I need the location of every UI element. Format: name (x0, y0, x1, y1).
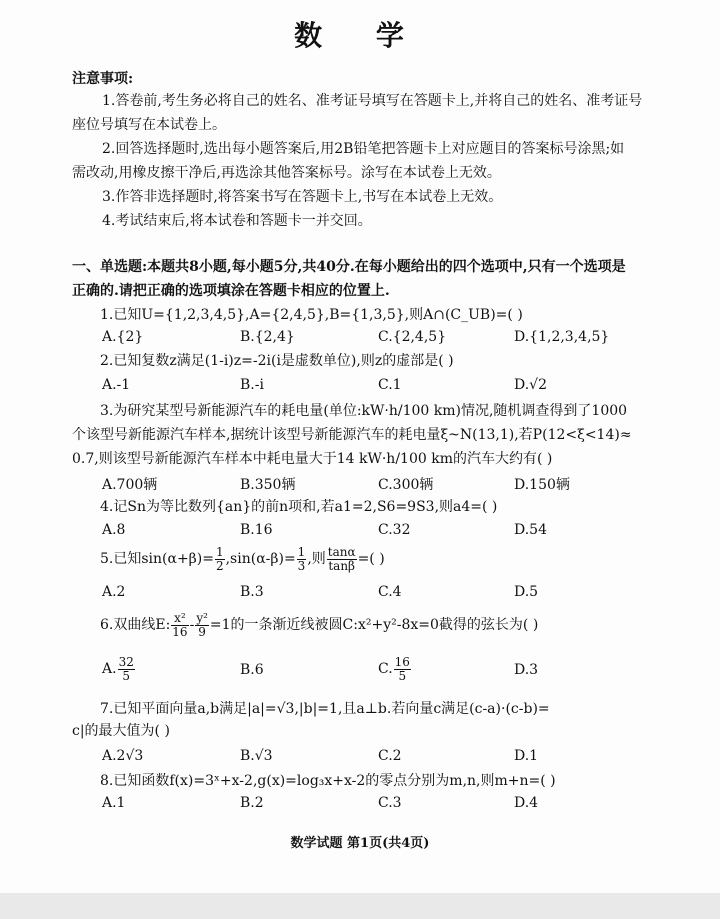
q8-option-b: B.2 (240, 795, 264, 811)
q3-option-a: A.700辆 (102, 477, 158, 493)
notice-heading: 注意事项: (72, 71, 134, 87)
q5-option-c: C.4 (378, 584, 402, 600)
q1-option-d: D.{1,2,3,4,5} (514, 329, 610, 345)
page-footer: 数学试题 第1页(共4页) (290, 836, 430, 851)
notice-line-2: 座位号填写在本试卷上。 (72, 117, 226, 133)
q7-option-c: C.2 (378, 748, 402, 764)
question-3-line-2: 个该型号新能源汽车样本,据统计该型号新能源汽车的耗电量ξ~N(13,1),若P(12<ξ<14)≈ (72, 427, 632, 443)
q6-suffix: =1的一条渐近线被圆C:x²+y²-8x=0截得的弦长为( ) (209, 617, 539, 633)
q2-option-d: D.√2 (514, 377, 548, 393)
page-title: 数 学 (294, 19, 426, 52)
question-3-line-1: 3.为研究某型号新能源汽车的耗电量(单位:kW·h/100 km)情况,随机调查得到了1000 (100, 403, 628, 419)
question-3-line-3: 0.7,则该型号新能源汽车样本中耗电量大于14 kW·h/100 km的汽车大约有( ) (72, 451, 553, 467)
q4-option-c: C.32 (378, 522, 411, 538)
notice-line-6: 4.考试结束后,将本试卷和答题卡一并交回。 (102, 213, 372, 229)
q4-option-b: B.16 (240, 522, 273, 538)
q6-option-d: D.3 (514, 662, 539, 678)
section-instructions-2: 正确的.请把正确的选项填涂在答题卡相应的位置上. (72, 283, 390, 299)
q6-prefix: 6.双曲线E: (100, 617, 171, 633)
q5-suffix: =( ) (357, 551, 385, 567)
question-2-stem: 2.已知复数z满足(1-i)z=-2i(i是虚数单位),则z的虚部是( ) (100, 353, 454, 369)
question-5-stem (100, 544, 385, 574)
question-1-stem: 1.已知U={1,2,3,4,5},A={2,4,5},B={1,3,5},则A∩(C_UB)=( ) (100, 307, 523, 323)
q1-option-a: A.{2} (102, 329, 144, 345)
notice-line-1: 1.答卷前,考生务必将自己的姓名、准考证号填写在答题卡上,并将自己的姓名、准考证号 (102, 93, 643, 109)
q8-option-d: D.4 (514, 795, 539, 811)
q5-prefix: 5.已知sin(α+β)= (100, 551, 214, 567)
q4-option-a: A.8 (102, 522, 126, 538)
q3-option-b: B.350辆 (240, 477, 296, 493)
q2-option-a: A.-1 (102, 377, 131, 393)
q2-option-b: B.-i (240, 377, 264, 393)
q5-option-b: B.3 (240, 584, 264, 600)
q6-fraction-y: $\frac{\text{y²}}{9}$ (196, 610, 208, 639)
q4-option-d: D.54 (514, 522, 547, 538)
q6-option-a: A. $\frac{32}{5}$ (102, 654, 134, 683)
q3-option-d: D.150辆 (514, 477, 570, 493)
q6-option-b: B.6 (240, 662, 264, 678)
q5-fraction-1: $\frac{1}{2}$ (215, 544, 224, 573)
q6-minus: - (189, 617, 195, 633)
q7-option-b: B.√3 (240, 748, 273, 764)
q2-option-c: C.1 (378, 377, 402, 393)
q7-option-a: A.2√3 (102, 748, 144, 764)
q5-option-d: D.5 (514, 584, 539, 600)
question-7-line-2: c|的最大值为( ) (72, 723, 170, 739)
q7-option-d: D.1 (514, 748, 539, 764)
q5-fraction-3: $\frac{\tan\alpha}{\tan\beta}$ (327, 544, 356, 573)
notice-line-3: 2.回答选择题时,选出每小题答案后,用2B铅笔把答题卡上对应题目的答案标号涂黑;如 (102, 141, 625, 157)
question-4-stem: 4.记Sn为等比数列{an}的前n项和,若a1=2,S6=9S3,则a4=( ) (100, 499, 498, 515)
section-instructions-1: 一、单选题:本题共8小题,每小题5分,共40分.在每小题给出的四个选项中,只有一个选项是 (72, 259, 626, 275)
q6-option-c: C. $\frac{16}{5}$ (378, 654, 410, 683)
q8-option-a: A.1 (102, 795, 126, 811)
q5-mid: ,sin(α-β)= (225, 551, 296, 567)
q1-option-b: B.{2,4} (240, 329, 295, 345)
q1-option-c: C.{2,4,5} (378, 329, 447, 345)
q6-fraction-x: $\frac{\text{x²}}{16}$ (172, 610, 188, 639)
question-6-stem (100, 610, 538, 640)
q5-option-a: A.2 (102, 584, 126, 600)
bottom-bar (0, 893, 720, 919)
q8-option-c: C.3 (378, 795, 402, 811)
notice-line-4: 需改动,用橡皮擦干净后,再选涂其他答案标号。涂写在本试卷上无效。 (72, 165, 501, 181)
notice-line-5: 3.作答非选择题时,将答案书写在答题卡上,书写在本试卷上无效。 (102, 189, 503, 205)
q5-fraction-2: $\frac{1}{3}$ (297, 544, 306, 573)
q3-option-c: C.300辆 (378, 477, 434, 493)
question-8-stem: 8.已知函数f(x)=3ˣ+x-2,g(x)=log₃x+x-2的零点分别为m,n,则m+n=( ) (100, 773, 556, 789)
question-7-line-1: 7.已知平面向量a,b满足|a|=√3,|b|=1,且a⊥b.若向量c满足(c-a)·(c-b)= (100, 701, 550, 717)
q5-mid2: ,则 (307, 551, 326, 567)
